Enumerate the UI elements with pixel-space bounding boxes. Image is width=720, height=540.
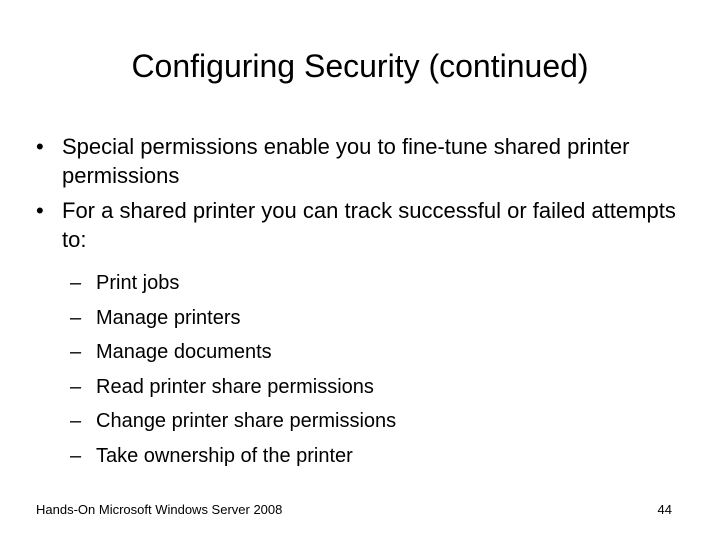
bullet-text: For a shared printer you can track successful or failed attempts to: [62, 198, 676, 252]
page-number: 44 [657, 502, 672, 517]
sub-bullet-text: Print jobs [96, 272, 180, 294]
dash-marker: – [70, 375, 82, 398]
dash-marker: – [70, 341, 82, 364]
sub-bullet-item [70, 404, 670, 439]
sub-bullet-text: Manage printers [96, 306, 241, 329]
sub-bullet-item [70, 301, 670, 336]
dash-marker: – [70, 272, 82, 294]
bullet-text: Special permissions enable you to fine-tune shared printer permissions [62, 134, 630, 188]
dash-marker: – [70, 306, 82, 329]
sub-bullet-item [70, 335, 670, 370]
bullet-marker: • [36, 198, 44, 223]
sub-bullet-item [70, 266, 670, 301]
sub-bullet-text: Change printer share permissions [96, 410, 397, 433]
bullet-list [36, 132, 686, 260]
sub-bullet-item [70, 370, 670, 405]
bullet-item [36, 196, 686, 254]
bullet-item [36, 132, 686, 190]
slide-title: Configuring Security (continued) [131, 48, 589, 84]
footer-source: Hands-On Microsoft Windows Server 2008 [36, 502, 283, 517]
sub-bullet-text: Manage documents [96, 341, 272, 364]
sub-bullet-list [70, 266, 670, 474]
bullet-marker: • [36, 134, 44, 159]
dash-marker: – [70, 444, 82, 467]
sub-bullet-item [70, 439, 670, 474]
sub-bullet-text: Take ownership of the printer [96, 444, 353, 467]
sub-bullet-text: Read printer share permissions [96, 375, 374, 398]
dash-marker: – [70, 410, 82, 433]
